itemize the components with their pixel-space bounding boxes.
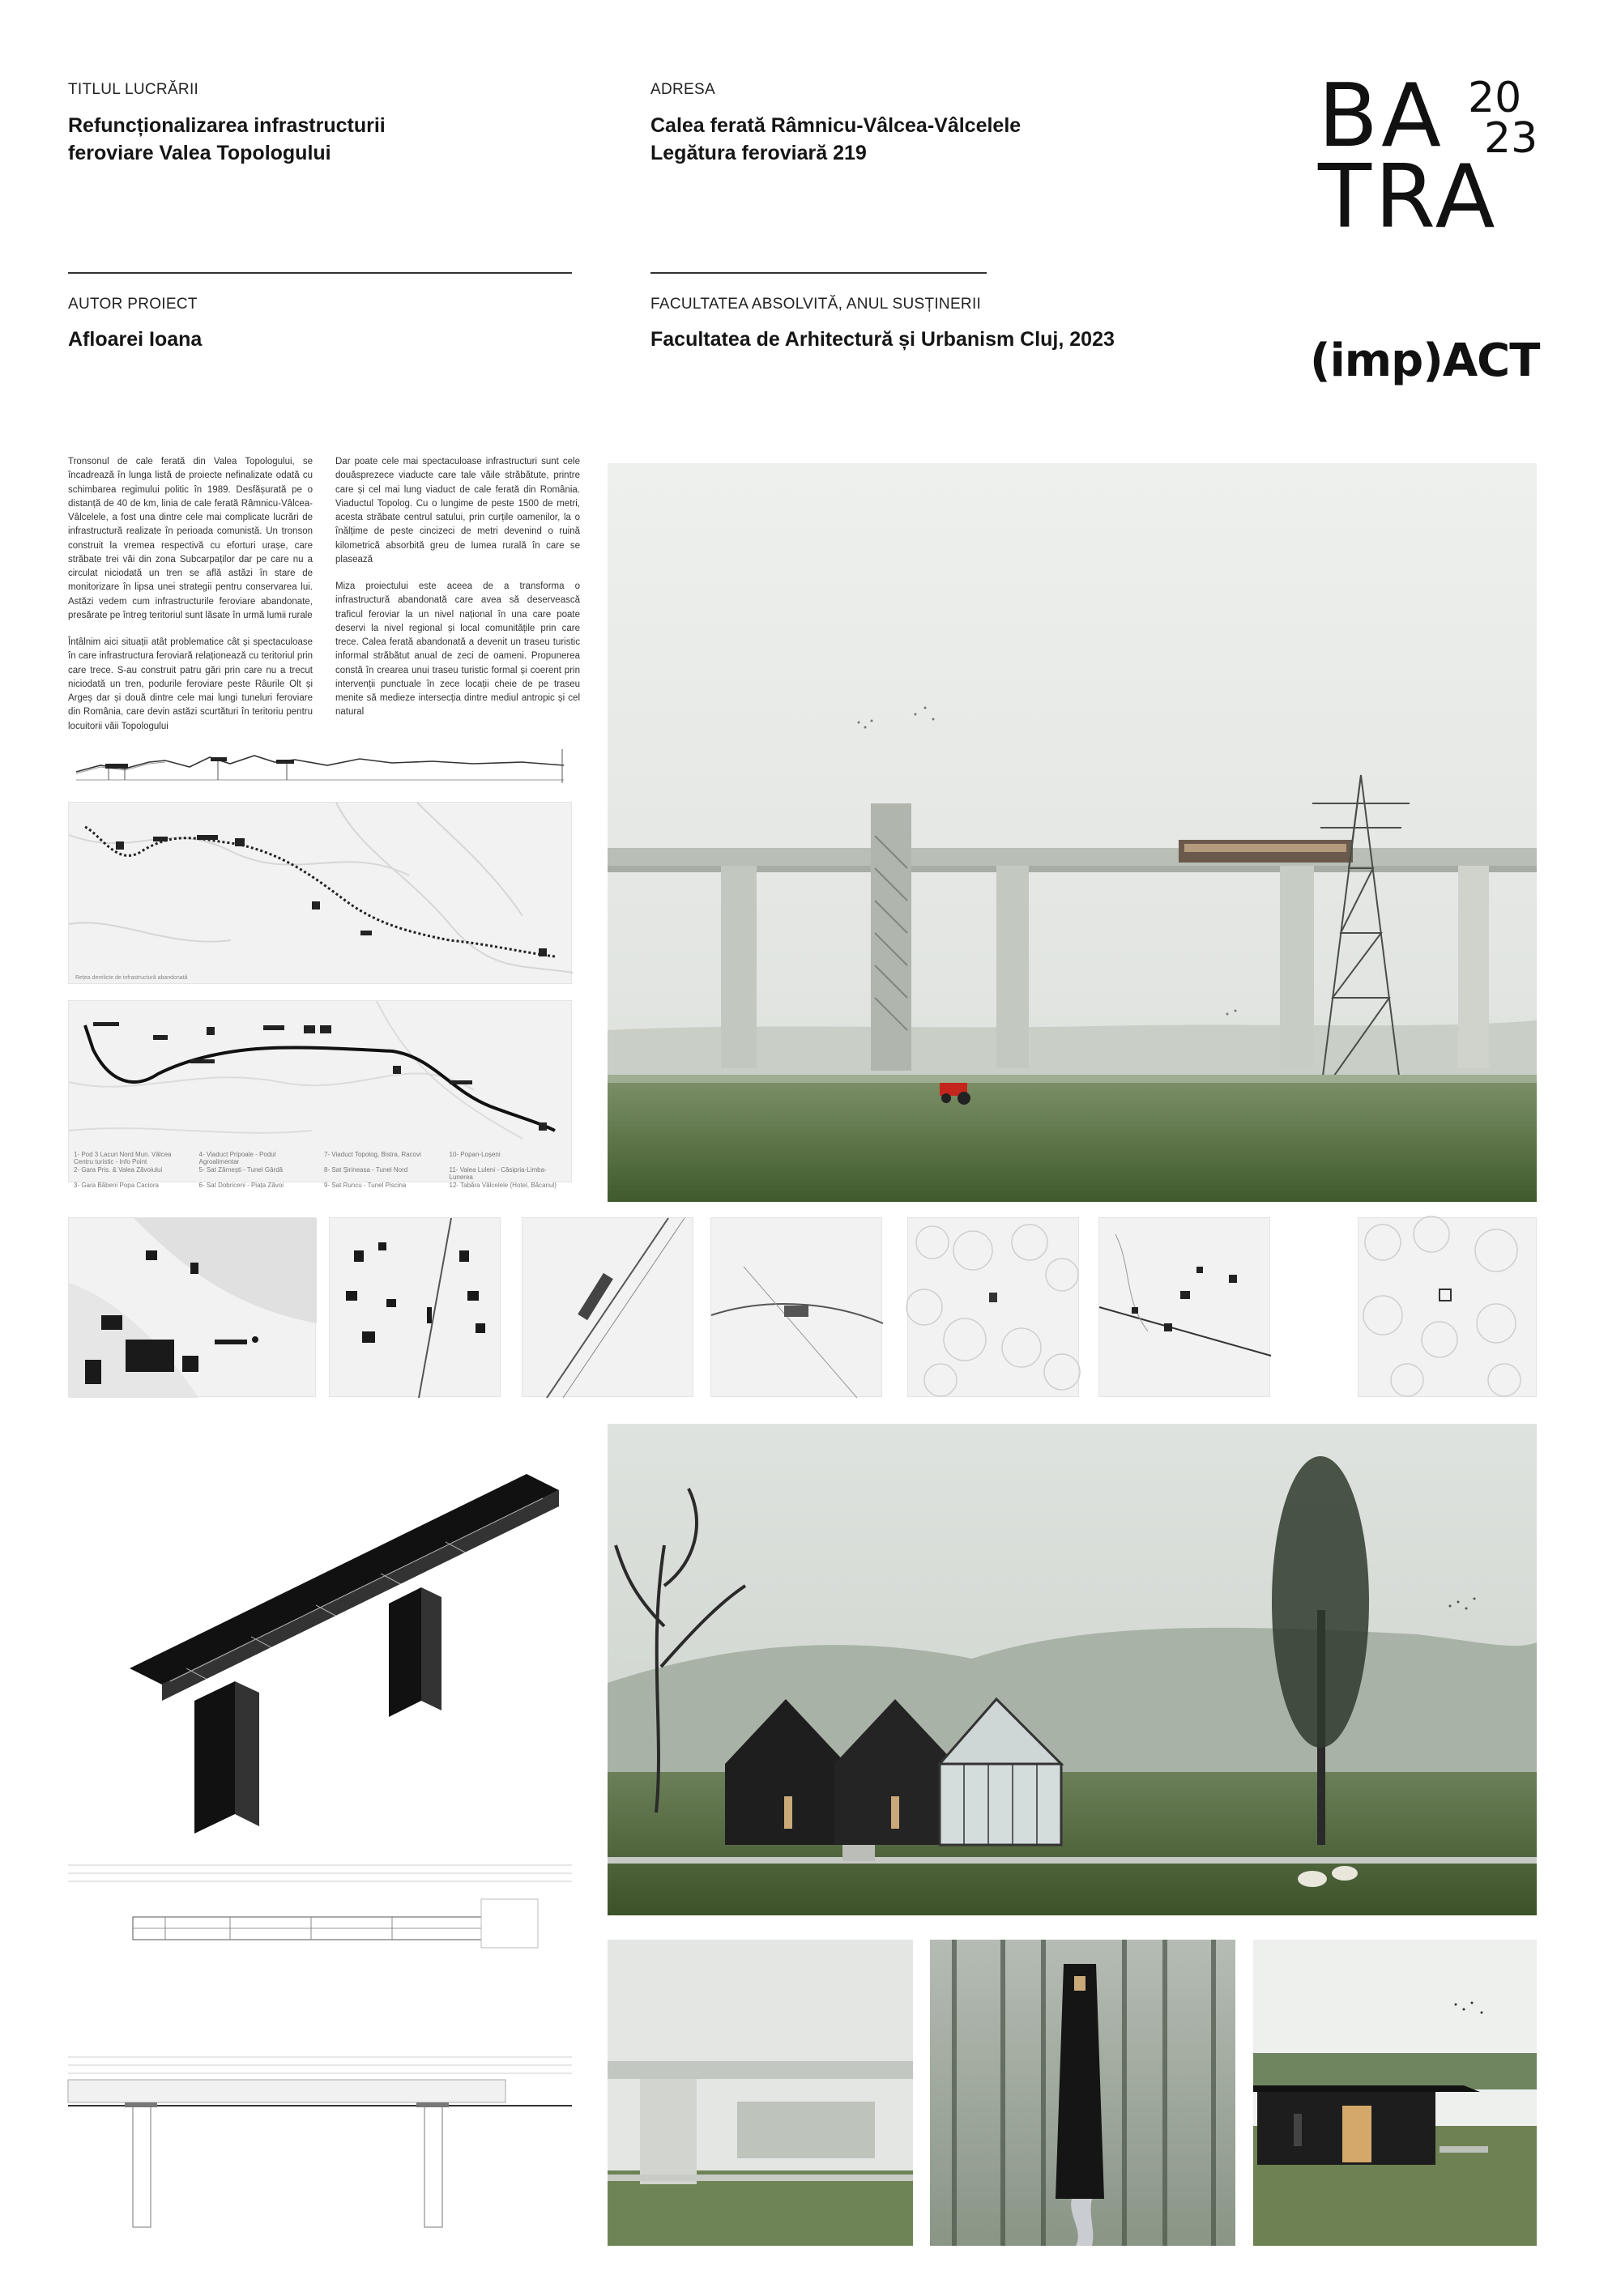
divider-left (68, 272, 572, 274)
axonometric-drawing (122, 1458, 575, 1838)
legend-item: 5- Sat Zărnești - Tunel Gârdă (198, 1166, 284, 1174)
impact-logo: (imp)ACT (1310, 334, 1540, 387)
logo-year-bottom: 23 (1484, 114, 1538, 163)
route-map (68, 1000, 572, 1189)
paragraph: Tronsonul de cale ferată din Valea Topologului, se încadrează în lunga listă de proiecte nefinalizate odată cu schimbarea regimului politic în 1989. Desfășurată pe o distanță de 40 de km, linia de cale ferată Râmnicu-Vâlcea-Vâlcelele, a fost una dintre cele mai complicate lucrări de infrastructură realizate în perioada comunistă. Un tronson construit la vremea respectivă cu eforturi urașe, care străbate trei văi din zona Subcarpaților dar pe care nu a circulat niciodată un tren se află astăzi în stare de monitorizare în lipsa unei strategii pentru conservarea lui. Astăzi vedem cum infrastructurile feroviare abandonate, presărate pe întreg teritoriul sunt lăsate în urmă lumii rurale (68, 457, 313, 620)
legend-item: 1- Pod 3 Lacuri Nord Mun. Vâlcea Centru turistic - Info Point (74, 1151, 172, 1165)
section-drawing-bottom (68, 2049, 572, 2227)
address-line2: Legătura feroviară 219 (650, 142, 867, 164)
text-column-left (68, 455, 313, 747)
site-plan-6 (1098, 1217, 1270, 1397)
site-plan-3 (522, 1217, 693, 1397)
elevation-profile (68, 733, 572, 790)
map-legend (74, 1151, 568, 1189)
faculty-name: Facultatea de Arhitectură și Urbanism Cluj, 2023 (650, 328, 1115, 351)
viaduct-render (608, 463, 1537, 1202)
pavilion-render (1253, 1940, 1537, 2246)
paragraph: Miza proiectului este aceea de a transforma o infrastructură abandonată care avea să deservească traficul feroviar la un nivel național în una care poate deservi la nivel regional și local comunitățile prin care trece. Calea ferată abandonată a devenit un traseu turistic informal străbătut anual de zeci de oameni. Propunerea constă în crearea unui traseu turistic formal și coerent prin intervenții punctuale în zece locații cheie de pe traseu menite să medieze intersecția dintre mediul antropic și cel natural (335, 581, 580, 718)
legend-item: 4- Viaduct Pripoale - Podul Agroalimentar (198, 1151, 276, 1165)
site-plan-2 (329, 1217, 501, 1397)
address-label: ADRESA (650, 81, 715, 98)
territory-map (68, 802, 572, 984)
paragraph: Întâlnim aici situații atât problematice cât și spectaculoase în care infrastructura feroviară relaționează cu teritoriul prin care trece. S-au construit patru gări prin care nu a trecut niciodată un tren, podurile feroviare peste Râurile Olt și Argeș dar și două dintre cele mai lungi tuneluri feroviare din România, care devin astăzi scurtături în teritoriu pentru locuitorii văii Topologului (68, 637, 313, 731)
faculty-label: FACULTATEA ABSOLVITĂ, ANUL SUSȚINERII (650, 296, 982, 313)
author-name: Afloarei Ioana (68, 328, 203, 351)
legend-item: 9- Sat Runcu - Tunel Piscina (324, 1182, 407, 1189)
site-plan-5 (907, 1217, 1079, 1397)
logo-year-top: 20 (1468, 74, 1522, 122)
legend-item: 11- Valea Luleni - Căsipria-Limba-Lunerea (449, 1166, 547, 1181)
logo-line2: TRA (1318, 147, 1499, 248)
legend-item: 8- Sat Șirineasa - Tunel Nord (324, 1166, 408, 1174)
site-plan-7 (1358, 1217, 1537, 1397)
legend-item: 12- Tabăra Vâlcelele (Hotel, Băcanul) (449, 1182, 557, 1189)
project-title-line1: Refuncționalizarea infrastructurii (68, 114, 386, 137)
site-plan-1 (68, 1217, 316, 1397)
text-column-right (335, 455, 580, 733)
section-drawing-top (68, 1859, 572, 2029)
legend-item: 10- Popan-Loșeni (449, 1151, 501, 1158)
project-title (68, 112, 586, 167)
author-label: AUTOR PROIECT (68, 296, 198, 313)
legend-item: 6- Sat Dobriceni - Piața Zăvoi (198, 1182, 284, 1189)
forest-tower-render (930, 1940, 1235, 2246)
map-caption: Rețea derelicte de infrastructură abandonată (75, 975, 188, 981)
logo-line1: BA (1318, 66, 1444, 167)
title-label: TITLUL LUCRĂRII (68, 81, 199, 98)
address (650, 112, 1218, 167)
site-plan-4 (710, 1217, 882, 1397)
paragraph: Dar poate cele mai spectaculoase infrastructuri sunt cele douăsprezece viaducte care tale văile străbătute, printre care și cel mai lung viaduct de cale ferată din România. Viaductul Topolog. Cu o lungime de peste 1500 de metri, acesta străbate centrul satului, prin curțile oamenilor, la o înălțime de peste cincizeci de metri devenind o ruină kilometrică absorbită greu de lumea rurală în care se plasează (335, 457, 580, 564)
project-title-line2: feroviare Valea Topologului (68, 142, 331, 164)
divider-right (650, 272, 987, 274)
legend-item: 2- Gara Pris. & Valea Zăvoiului (74, 1166, 163, 1174)
legend-item: 3- Gara Băbeni Popa Caciora (74, 1182, 159, 1189)
legend-item: 7- Viaduct Topolog, Bistra, Racovi (324, 1151, 421, 1158)
houses-render (608, 1424, 1537, 1915)
viaduct-pillar-render (608, 1940, 913, 2246)
batra-logo (1308, 66, 1551, 255)
address-line1: Calea ferată Râmnicu-Vâlcea-Vâlcelele (650, 114, 1022, 137)
